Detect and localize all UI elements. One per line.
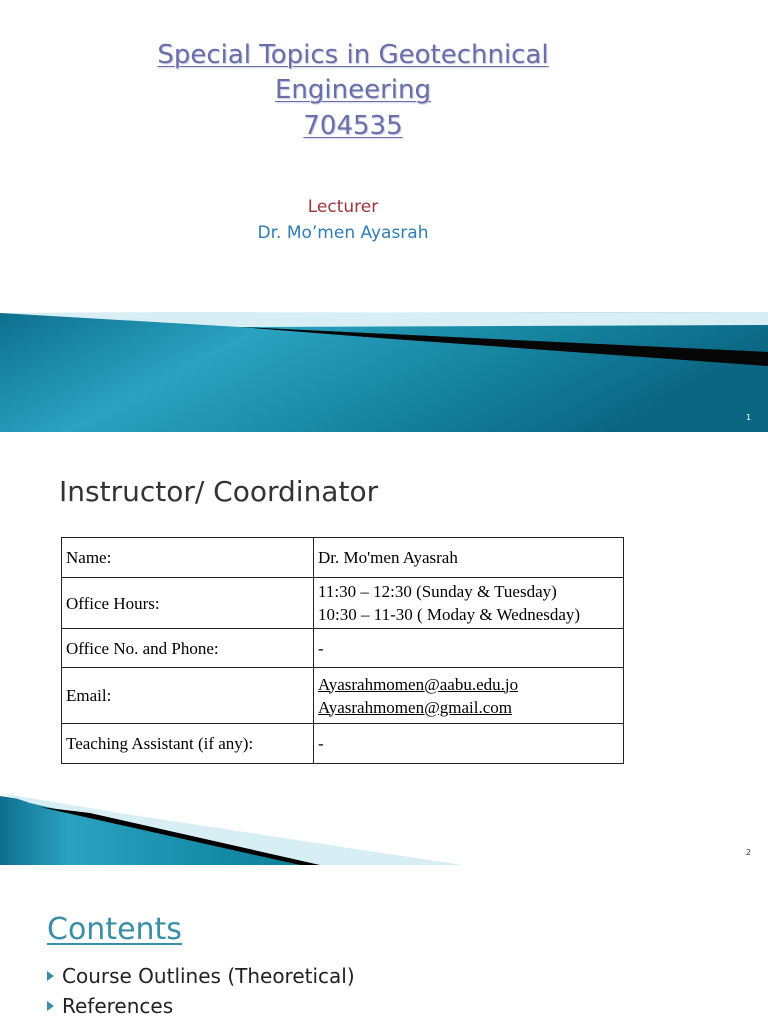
course-code: 704535 [303, 111, 403, 141]
lecturer-name: Dr. Mo’men Ayasrah [257, 223, 429, 243]
office-hours-line2: 10:30 – 11-30 ( Moday & Wednesday) [318, 605, 581, 624]
bullet-triangle-icon [47, 971, 54, 981]
instructor-table [61, 537, 624, 764]
row-value: - [314, 724, 624, 764]
table-row [62, 668, 624, 724]
row-value: Dr. Mo'men Ayasrah [314, 538, 624, 578]
table-row [62, 724, 624, 764]
bullet-text: References [62, 994, 174, 1018]
slide-number: 1 [746, 413, 752, 422]
slide-heading: Instructor/ Coordinator [59, 475, 379, 508]
row-label: Name: [62, 538, 314, 578]
row-label: Office Hours: [62, 578, 314, 629]
row-label: Office No. and Phone: [62, 629, 314, 668]
bullet-text: Course Outlines (Theoretical) [62, 964, 355, 988]
instructor-slide [0, 433, 768, 865]
title-slide [0, 0, 768, 432]
contents-title: Contents [47, 912, 182, 947]
row-label: Email: [62, 668, 314, 724]
course-title-line2: Engineering [275, 75, 431, 105]
lecturer-label: Lecturer [307, 197, 379, 217]
email-link-2[interactable]: Ayasrahmomen@gmail.com [318, 697, 512, 717]
list-item [47, 964, 355, 988]
list-item [47, 994, 173, 1018]
slide-number: 2 [746, 848, 752, 857]
table-row [62, 538, 624, 578]
table-row [62, 578, 624, 629]
row-value: - [314, 629, 624, 668]
office-hours-line1: 11:30 – 12:30 (Sunday & Tuesday) [318, 582, 557, 601]
table-row [62, 629, 624, 668]
teal-wave-banner [0, 0, 768, 432]
row-label: Teaching Assistant (if any): [62, 724, 314, 764]
bullet-triangle-icon [47, 1001, 54, 1011]
email-link-1[interactable]: Ayasrahmomen@aabu.edu.jo [318, 674, 519, 694]
contents-slide [0, 866, 768, 1024]
course-title-line1: Special Topics in Geotechnical [157, 40, 549, 70]
